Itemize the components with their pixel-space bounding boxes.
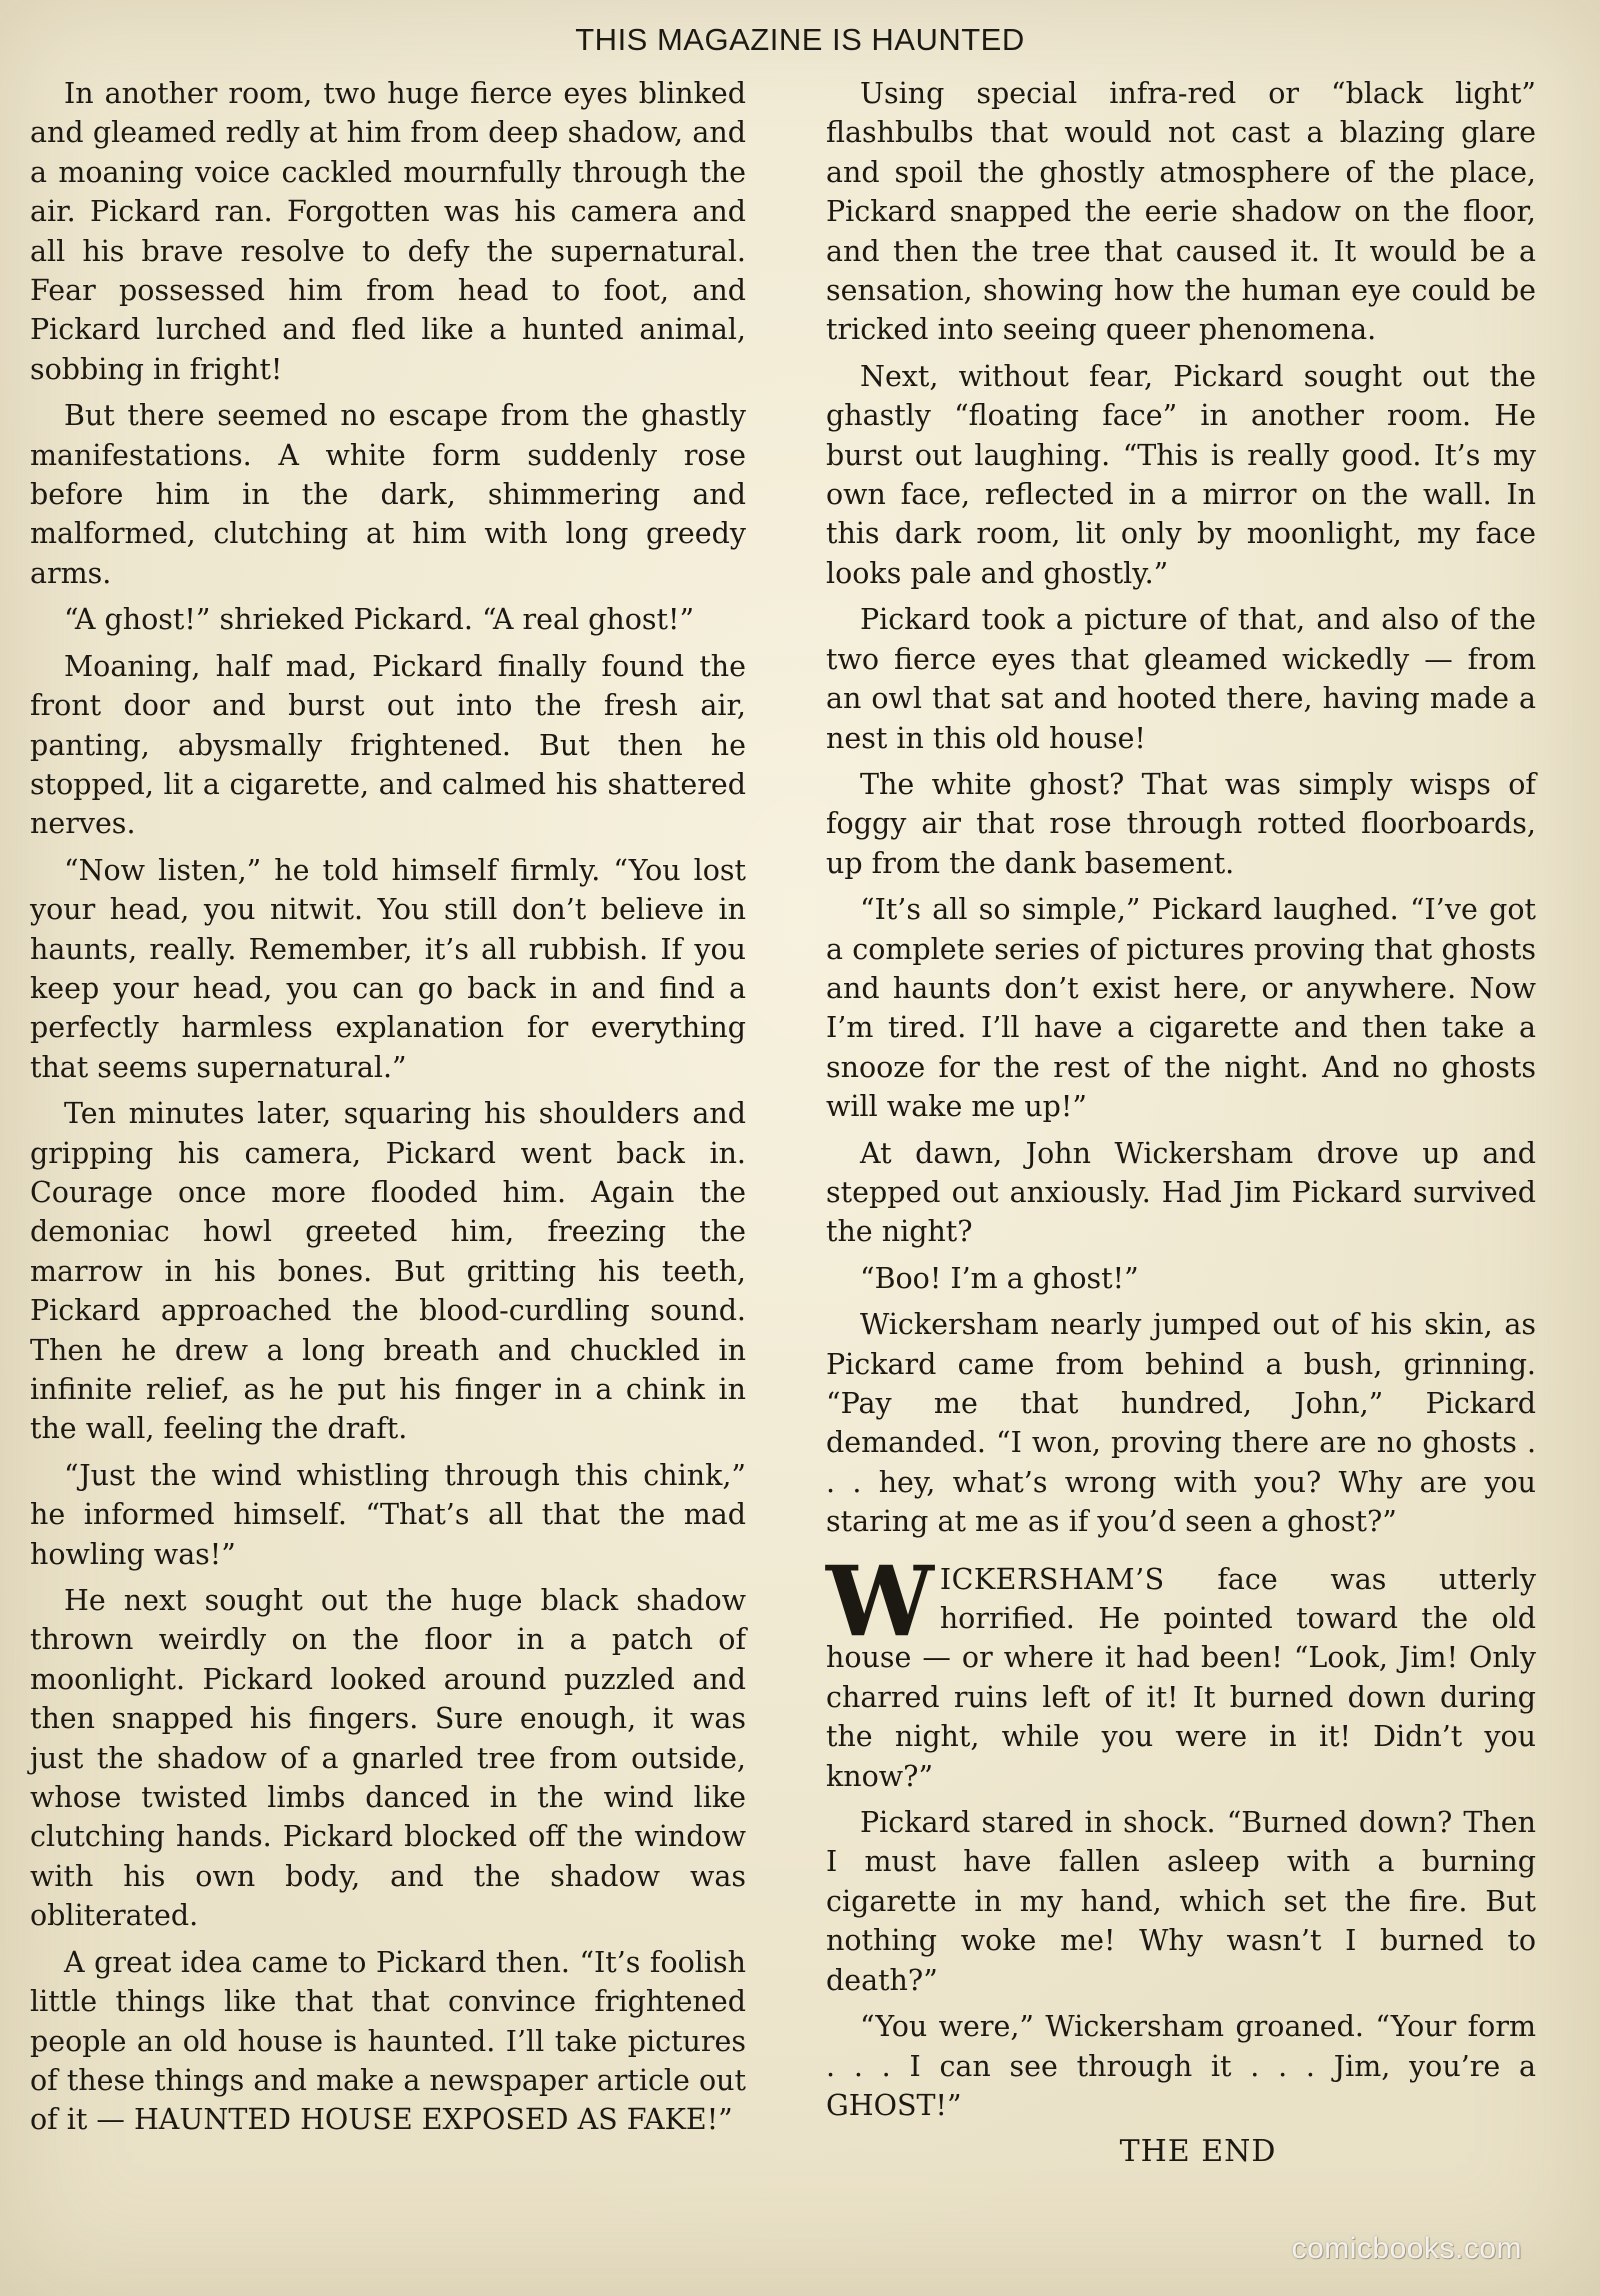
paragraph: Pickard took a picture of that, and also of the two fierce eyes that gleamed wickedly — from an owl that sat and hooted there, having made a nest in this old house! [826,603,1536,755]
paragraph: Moaning, half mad, Pickard finally found the front door and burst out into the fresh air, panting, abysmally frightened. But then he stopped, lit a cigarette, and calmed his shattered nerves. [30,649,746,841]
paragraph: Wickersham nearly jumped out of his skin, as Pickard came from behind a bush, grinning. “Pay me that hundred, John,” Pickard demanded. “I won, proving there are no ghosts . . . hey, what’s wrong with you? Why are you staring at me as if you’d seen a ghost?” [826,1308,1536,1539]
paragraph: “Now listen,” he told himself firmly. “You lost your head, you nitwit. You still don’t believe in haunts, really. Remember, it’s all rubbish. If you keep your head, you can go back in and find a perfectly harmless explanation for everything that seems supernatural.” [30,853,746,1084]
dropcap-lead-word: ICKERSHAM’S [939,1562,1165,1596]
drop-cap-letter: W [826,1544,934,1658]
page-header: THIS MAGAZINE IS HAUNTED [575,22,1025,57]
paragraph: Next, without fear, Pickard sought out the ghastly “floating face” in another room. He burst out laughing. “This is really good. It’s my own face, reflected in a mirror on the wall. In this dark room, lit only by moonlight, my face looks pale and ghostly.” [826,359,1536,590]
watermark: comicbooks.com [1291,2232,1522,2265]
paragraph: But there seemed no escape from the ghastly manifestations. A white form suddenly rose before him in the dark, shimmering and malformed, clutching at him with long greedy arms. [30,399,746,590]
the-end-label: THE END [1119,2134,1277,2170]
dropcap-paragraph [826,1544,1536,1796]
paragraph: Pickard stared in shock. “Burned down? Then I must have fallen asleep with a burning cigarette in my hand, which set the fire. But nothing woke me! Why wasn’t I burned to death?” [826,1806,1536,1997]
left-column [30,74,746,2147]
paragraph: He next sought out the huge black shadow thrown weirdly on the floor in a patch of moonlight. Pickard looked around puzzled and then snapped his fingers. Sure enough, it was just the shadow of a gnarled tree from outside, whose twisted limbs danced in the wind like clutching hands. Pickard blocked off the window with his own body, and the shadow was obliterated. [30,1584,746,1933]
paragraph: The white ghost? That was simply wisps of foggy air that rose through rotted floorboards, up from the dank basement. [826,767,1536,880]
paragraph-rest: face was utterly horrified. He pointed toward the old house — or where it had been! “Look, Jim! Only charred ruins left of it! It burned down during the night, while you were in it! Didn’t you know?” [826,1562,1536,1793]
paragraph: A great idea came to Pickard then. “It’s foolish little things like that that convince frightened people an old house is haunted. I’ll take pictures of these things and make a newspaper article out of it — HAUNTED HOUSE EXPOSED AS FAKE!” [30,1945,746,2137]
right-column [826,74,1536,2179]
paragraph: At dawn, John Wickersham drove up and stepped out anxiously. Had Jim Pickard survived the night? [826,1136,1536,1249]
paragraph: “It’s all so simple,” Pickard laughed. “I’ve got a complete series of pictures proving that ghosts and haunts don’t exist here, or anywhere. Now I’m tired. I’ll have a cigarette and then take a snooze for the rest of the night. And no ghosts will wake me up!” [826,893,1536,1124]
paragraph: “Boo! I’m a ghost!” [860,1261,1139,1295]
paragraph: “Just the wind whistling through this chink,” he informed himself. “That’s all that the mad howling was!” [30,1458,746,1571]
paragraph: “A ghost!” shrieked Pickard. “A real ghost!” [64,603,695,637]
paragraph: In another room, two huge fierce eyes blinked and gleamed redly at him from deep shadow, and a moaning voice cackled mournfully through the air. Pickard ran. Forgotten was his camera and all his brave resolve to defy the supernatural. Fear possessed him from head to foot, and Pickard lurched and fled like a hunted animal, sobbing in fright! [30,77,746,386]
paragraph: Ten minutes later, squaring his shoulders and gripping his camera, Pickard went back in. Courage once more flooded him. Again the demoniac howl greeted him, freezing the marrow in his bones. But gritting his teeth, Pickard approached the blood-curdling sound. Then he drew a long breath and chuckled in infinite relief, as he put his finger in a chink in the wall, feeling the draft. [30,1097,746,1446]
paragraph: Using special infra-red or “black light” flashbulbs that would not cast a blazing glare and spoil the ghostly atmosphere of the place, Pickard snapped the eerie shadow on the floor, and then the tree that caused it. It would be a sensation, showing how the human eye could be tricked into seeing queer phenomena. [826,77,1536,347]
paragraph: “You were,” Wickersham groaned. “Your form . . . I can see through it . . . Jim, you’re a GHOST!” [826,2010,1536,2122]
